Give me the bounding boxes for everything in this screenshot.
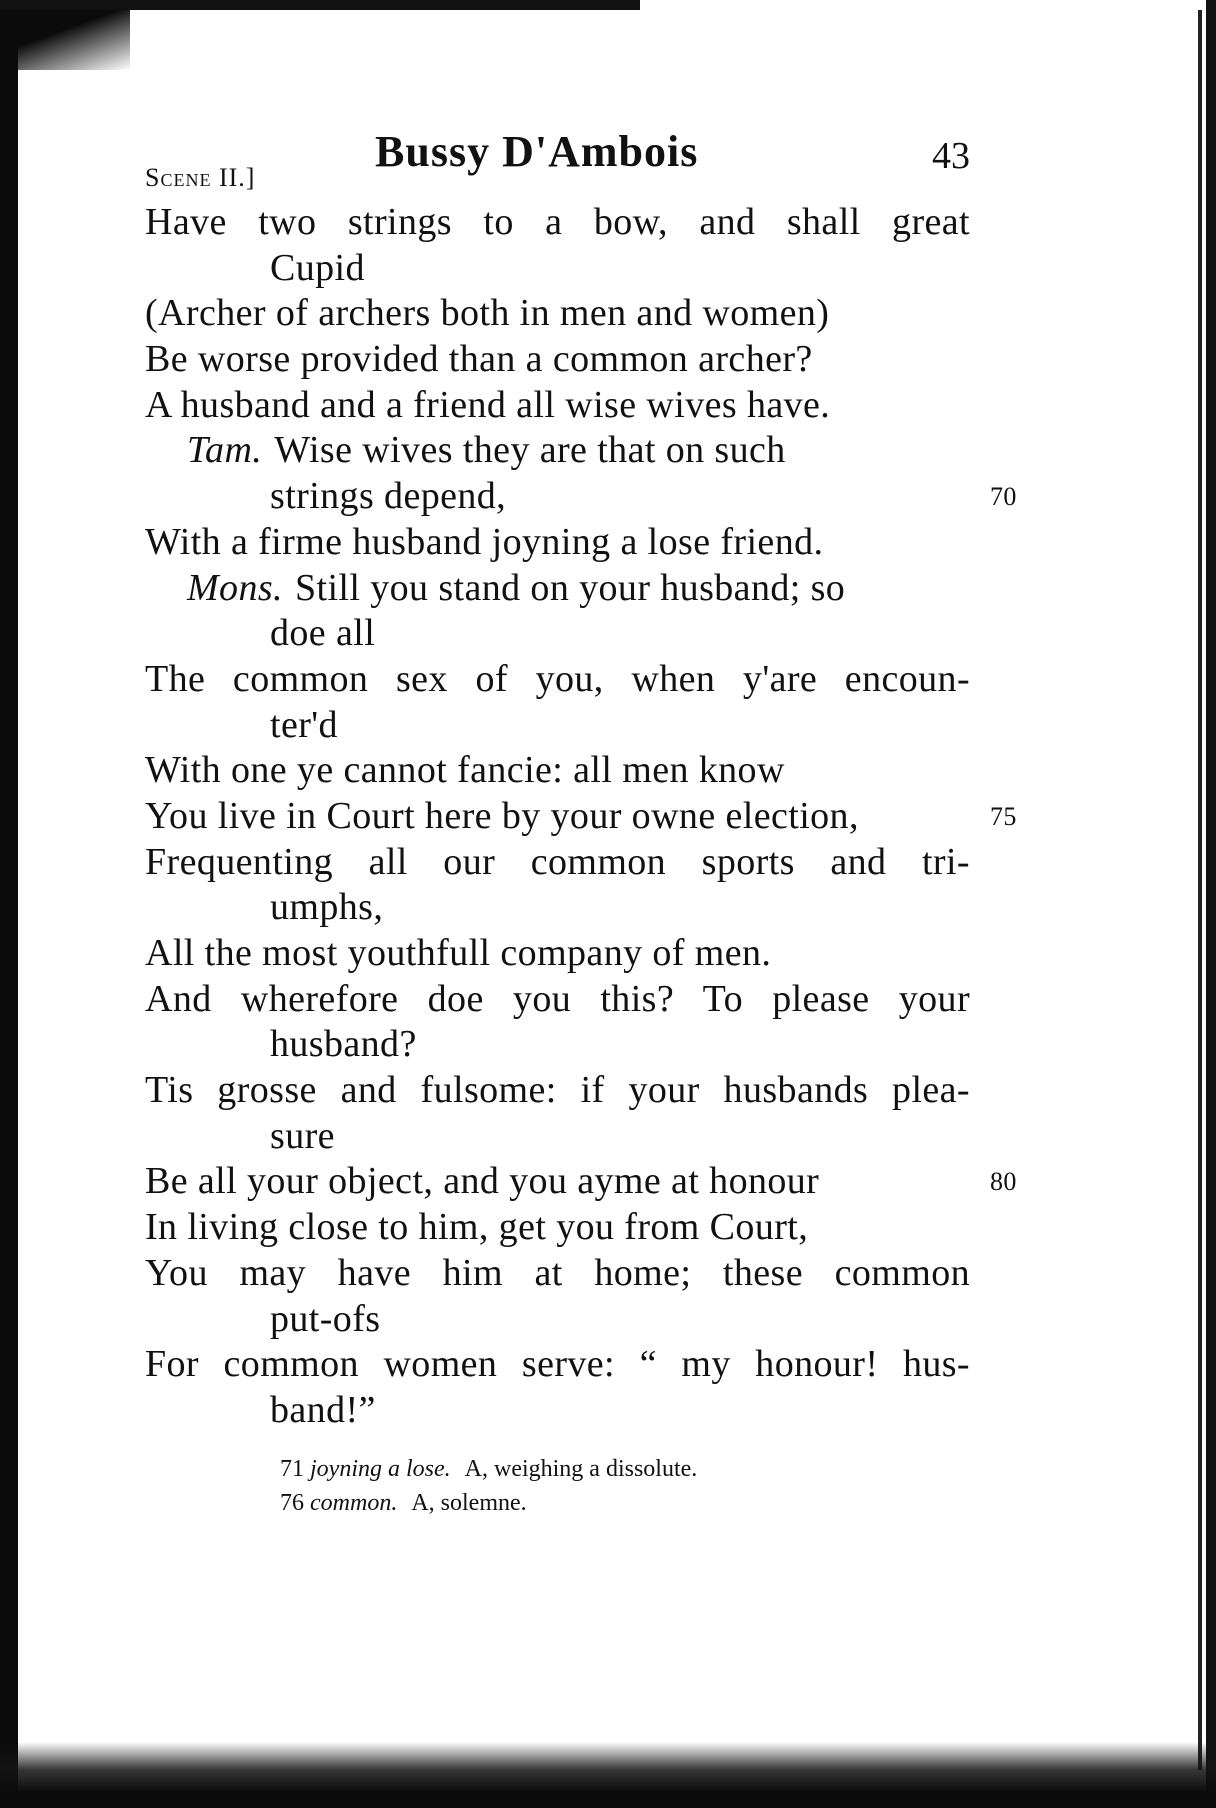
- verse-line: [145, 1251, 970, 1297]
- speaker-name: Tam.: [187, 429, 263, 472]
- scan-right-inner-edge: [1198, 10, 1202, 1770]
- verse-line: [145, 748, 970, 794]
- verse-line-text: umphs,: [270, 886, 384, 929]
- verse-line: [145, 474, 1017, 520]
- verse-line-text: doe all: [270, 612, 376, 655]
- verse-line: [145, 931, 970, 977]
- verse-line-text: put-ofs: [270, 1297, 381, 1340]
- verse-line: [145, 1388, 970, 1434]
- verse-line: [145, 1022, 970, 1068]
- verse-line-text: All the most youthfull company of men.: [145, 932, 772, 974]
- page-number: 43: [932, 135, 970, 177]
- verse-line: [145, 1205, 970, 1251]
- verse-line-text: In living close to him, get you from Court,: [145, 1206, 809, 1249]
- verse-line-text: Be worse provided than a common archer?: [145, 338, 813, 381]
- verse-line: [145, 383, 970, 429]
- verse-line-text: Still you stand on your husband; so: [294, 566, 846, 609]
- scan-top-corner: [0, 0, 130, 70]
- verse-line-text: And wherefore doe you this? To please your: [145, 977, 970, 1020]
- verse-line-text: ter'd: [270, 703, 338, 746]
- verse-line-text: Frequenting all our common sports and tri-: [145, 840, 970, 883]
- verse-line: [145, 703, 970, 749]
- verse-line-text: strings depend,: [270, 475, 507, 518]
- verse-line-text: band!”: [270, 1388, 376, 1431]
- footnote-number: 71: [280, 1456, 304, 1482]
- line-number: 80: [990, 1167, 1017, 1197]
- verse-line-text: husband?: [270, 1023, 417, 1066]
- footnote-number: 76: [280, 1490, 304, 1516]
- speaker-name: Mons.: [187, 566, 283, 609]
- scene-label: Scene II.]: [145, 163, 256, 192]
- verse-line: [145, 291, 970, 337]
- verse-line-text: Cupid: [270, 246, 365, 289]
- line-number: 70: [990, 482, 1017, 512]
- footnotes: [280, 1452, 980, 1520]
- verse-line: [145, 840, 970, 886]
- verse-line: [145, 520, 970, 566]
- verse-line-text: Wise wives they are that on such: [274, 429, 786, 472]
- verse-line: [145, 246, 970, 292]
- verse-line: [145, 1342, 970, 1388]
- scan-bottom-shadow: [0, 1742, 1216, 1792]
- verse-line: [145, 794, 1017, 840]
- line-number: 75: [990, 801, 1017, 831]
- verse-line-text: Have two strings to a bow, and shall great: [145, 201, 970, 243]
- scan-bottom-edge: [0, 1792, 1216, 1808]
- footnote: [280, 1452, 980, 1486]
- verse-line: [145, 657, 970, 703]
- scan-top-edge: [0, 0, 640, 10]
- scan-left-edge: [0, 0, 18, 1808]
- verse-line-text: Be all your object, and you ayme at honour: [145, 1160, 820, 1203]
- verse-line: [145, 1297, 970, 1343]
- footnote-lemma: common.: [310, 1490, 398, 1516]
- verse-line: [145, 885, 970, 931]
- footnote-lemma: joyning a lose.: [310, 1456, 451, 1482]
- scan-right-edge: [1206, 0, 1216, 1808]
- verse-line-text: You may have him at home; these common: [145, 1251, 970, 1294]
- running-title: Bussy D'Ambois: [375, 127, 699, 176]
- verse-line: [145, 1159, 1017, 1205]
- verse-line-text: The common sex of you, when y'are encoun-: [145, 657, 970, 700]
- footnote-note: A, solemne.: [411, 1490, 527, 1516]
- footnote-note: A, weighing a dissolute.: [464, 1456, 698, 1482]
- verse-line: [145, 1068, 970, 1114]
- verse-line: [145, 977, 970, 1023]
- verse-line: [145, 200, 970, 246]
- running-head: [145, 118, 970, 192]
- verse-line-text: With one ye cannot fancie: all men know: [145, 749, 785, 792]
- verse-text: [145, 200, 1017, 1434]
- verse-line-text: With a firme husband joyning a lose friend.: [145, 520, 824, 563]
- verse-line: [145, 428, 970, 474]
- verse-line-text: A husband and a friend all wise wives have.: [145, 383, 831, 426]
- verse-line-text: sure: [270, 1114, 335, 1157]
- verse-line: [145, 611, 970, 657]
- verse-line: [145, 566, 970, 612]
- verse-line-text: Tis grosse and fulsome: if your husbands plea-: [145, 1069, 970, 1112]
- verse-line-text: You live in Court here by your owne election,: [145, 794, 859, 837]
- verse-line-text: For common women serve: “ my honour! hus-: [145, 1343, 970, 1386]
- verse-line-text: (Archer of archers both in men and women): [145, 292, 830, 335]
- verse-line: [145, 1114, 970, 1160]
- verse-line: [145, 337, 970, 383]
- footnote: [280, 1486, 980, 1520]
